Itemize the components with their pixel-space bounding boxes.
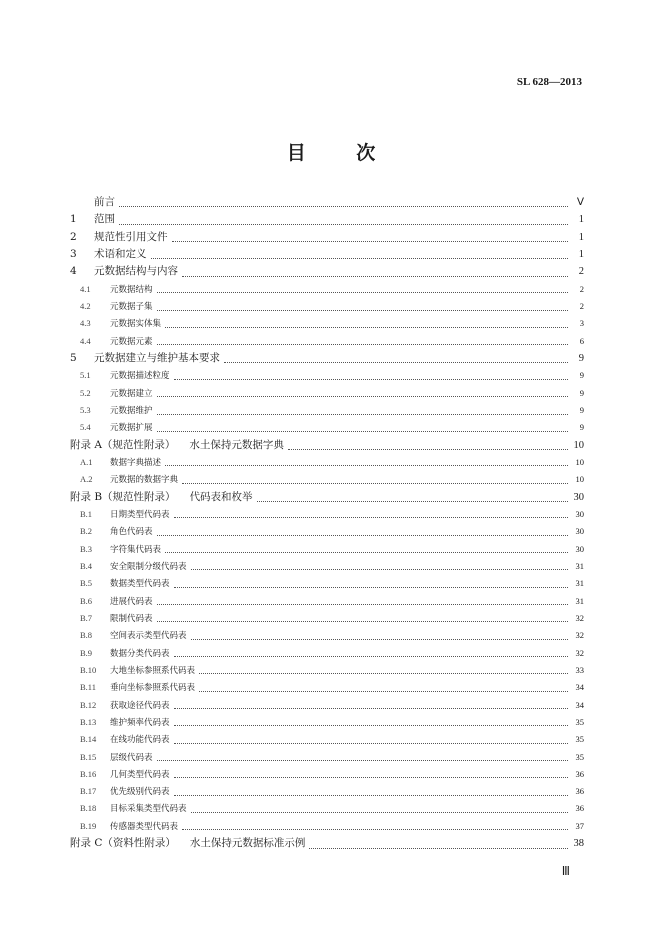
toc-entry-label: 传感器类型代码表 [110, 821, 179, 832]
toc-entry-page: 2 [578, 266, 584, 278]
toc-entry [70, 402, 584, 419]
toc-entry-number: 5.4 [80, 422, 91, 433]
toc-entry-page: 1 [578, 248, 584, 260]
toc-leader-dots [224, 354, 568, 363]
toc-entry-page: 30 [575, 526, 584, 537]
toc-entry-number: 1 [70, 213, 77, 226]
toc-leader-dots [165, 459, 568, 467]
toc-entry-label: 进展代码表 [110, 596, 153, 607]
toc-entry-number: 4 [70, 265, 77, 278]
toc-leader-dots [288, 441, 568, 450]
toc-entry-label: 优先级别代码表 [110, 787, 170, 798]
toc-entry-number: B.13 [80, 716, 97, 727]
toc-entry [70, 679, 584, 696]
toc-entry-label: 前言 [94, 196, 115, 208]
toc-entry [70, 541, 584, 558]
toc-leader-dots [157, 285, 568, 293]
toc-entry-page: 30 [575, 543, 584, 554]
toc-entry-number: 2 [70, 230, 77, 243]
toc-leader-dots [174, 771, 568, 779]
toc-entry-number: B.8 [80, 630, 93, 641]
toc-entry-page: 36 [575, 768, 584, 779]
toc-entry-number: B.1 [80, 508, 93, 519]
toc-entry [70, 350, 584, 367]
toc-entry-number: B.17 [80, 786, 97, 797]
toc-leader-dots [182, 267, 568, 276]
toc-entry-page: 30 [573, 491, 584, 503]
toc-entry [70, 783, 584, 800]
toc-entry-page: 35 [575, 751, 584, 762]
toc-entry-number: 5.3 [80, 404, 91, 415]
toc-entry-page: 36 [575, 803, 584, 814]
toc-leader-dots [257, 493, 568, 502]
table-of-contents [70, 194, 584, 852]
toc-entry-page: 35 [575, 716, 584, 727]
toc-entry-number: B.16 [80, 768, 97, 779]
toc-entry [70, 575, 584, 592]
toc-leader-dots [174, 511, 568, 519]
toc-entry-label: 元数据建立 [110, 388, 153, 399]
toc-entry-page: 9 [579, 422, 584, 433]
toc-entry-label: 规范性引用文件 [94, 230, 168, 243]
toc-leader-dots [157, 407, 568, 415]
toc-entry-page: 10 [575, 456, 584, 467]
toc-entry-number: B.7 [80, 612, 93, 623]
toc-leader-dots [182, 476, 568, 484]
toc-leader-dots [157, 424, 568, 432]
toc-entry [70, 246, 584, 263]
toc-entry-page: Ⅴ [576, 197, 584, 208]
toc-entry-label: 安全限制分级代码表 [110, 561, 187, 572]
toc-entry [70, 367, 584, 384]
toc-entry-number: B.15 [80, 751, 97, 762]
toc-entry-number: B.12 [80, 699, 97, 710]
toc-entry-number: A.2 [80, 474, 93, 485]
toc-entry [70, 298, 584, 315]
toc-entry-page: 31 [575, 560, 584, 571]
toc-leader-dots [199, 684, 568, 692]
toc-leader-dots [174, 736, 568, 744]
toc-entry-page: 34 [575, 682, 584, 693]
page-number: Ⅲ [561, 864, 570, 878]
toc-entry [70, 749, 584, 766]
toc-leader-dots [191, 805, 568, 813]
toc-entry-page: 1 [578, 231, 584, 243]
toc-entry-number: A.1 [80, 456, 93, 467]
toc-entry-page: 38 [573, 838, 584, 850]
toc-entry [70, 662, 584, 679]
toc-leader-dots [119, 198, 568, 207]
toc-entry [70, 558, 584, 575]
toc-entry-page: 10 [575, 474, 584, 485]
toc-entry-number: 4.2 [80, 300, 91, 311]
toc-entry-page: 31 [575, 595, 584, 606]
toc-entry [70, 471, 584, 488]
toc-leader-dots [151, 250, 569, 259]
toc-entry-label: 字符集代码表 [110, 544, 162, 555]
standard-code: SL 628—2013 [516, 76, 582, 88]
toc-entry-number: B.11 [80, 682, 96, 693]
toc-leader-dots [157, 528, 568, 536]
toc-leader-dots [157, 303, 568, 311]
toc-entry-page: 30 [575, 508, 584, 519]
toc-leader-dots [157, 389, 568, 397]
toc-entry [70, 385, 584, 402]
toc-entry-label: 数据分类代码表 [110, 648, 170, 659]
toc-leader-dots [174, 580, 568, 588]
toc-entry-label: 几何类型代码表 [110, 769, 170, 780]
toc-entry [70, 437, 584, 454]
toc-entry-number: B.5 [80, 578, 93, 589]
toc-entry [70, 489, 584, 506]
toc-entry-page: 3 [579, 318, 584, 329]
toc-entry [70, 697, 584, 714]
toc-entry-page: 9 [579, 404, 584, 415]
toc-entry [70, 766, 584, 783]
toc-entry-number: 4.3 [80, 318, 91, 329]
toc-entry-number: 附录 B（规范性附录） [70, 490, 176, 503]
toc-entry [70, 800, 584, 817]
toc-entry [70, 593, 584, 610]
toc-entry-number: 4.1 [80, 283, 91, 294]
toc-entry-page: 10 [573, 439, 584, 451]
toc-leader-dots [172, 233, 569, 242]
toc-entry-label: 元数据描述粒度 [110, 371, 170, 382]
toc-entry-label: 元数据扩展 [110, 423, 153, 434]
toc-entry-label: 元数据结构与内容 [94, 265, 178, 278]
toc-leader-dots [157, 615, 568, 623]
toc-entry [70, 263, 584, 280]
toc-entry-label: 获取途径代码表 [110, 700, 170, 711]
toc-entry-number: B.18 [80, 803, 97, 814]
toc-entry [70, 229, 584, 246]
toc-entry [70, 333, 584, 350]
toc-entry-label: 垂向坐标参照系代码表 [110, 683, 196, 694]
toc-entry-number: B.14 [80, 734, 97, 745]
toc-entry-page: 9 [579, 370, 584, 381]
toc-entry-label: 日期类型代码表 [110, 509, 170, 520]
toc-leader-dots [174, 701, 568, 709]
toc-entry-page: 32 [575, 647, 584, 658]
toc-leader-dots [157, 337, 568, 345]
toc-entry-label: 大地坐标参照系代码表 [110, 665, 196, 676]
toc-entry-label: 范围 [94, 213, 115, 226]
toc-entry-label: 在线功能代码表 [110, 735, 170, 746]
toc-leader-dots [174, 788, 568, 796]
toc-entry-page: 33 [575, 664, 584, 675]
toc-entry-page: 2 [579, 300, 584, 311]
toc-entry-number: 4.4 [80, 335, 91, 346]
toc-leader-dots [157, 753, 568, 761]
toc-entry-label: 目标采集类型代码表 [110, 804, 187, 815]
toc-entry-label: 空间表示类型代码表 [110, 631, 187, 642]
toc-entry [70, 523, 584, 540]
toc-entry-number: B.9 [80, 647, 93, 658]
toc-entry-label: 元数据维护 [110, 405, 153, 416]
toc-leader-dots [182, 823, 568, 831]
toc-entry-number: B.3 [80, 543, 93, 554]
toc-entry-label: 角色代码表 [110, 527, 153, 538]
toc-entry-label: 元数据实体集 [110, 319, 162, 330]
toc-entry-label: 元数据结构 [110, 284, 153, 295]
toc-entry [70, 610, 584, 627]
toc-entry-number: 5.1 [80, 370, 91, 381]
toc-entry-label: 层级代码表 [110, 752, 153, 763]
toc-entry-label: 元数据的数据字典 [110, 475, 179, 486]
toc-entry-page: 9 [578, 352, 584, 364]
toc-entry [70, 419, 584, 436]
toc-entry-page: 6 [579, 335, 584, 346]
toc-entry-page: 32 [575, 630, 584, 641]
toc-entry-label: 元数据子集 [110, 301, 153, 312]
toc-entry-label: 元数据建立与维护基本要求 [94, 351, 220, 364]
toc-leader-dots [174, 649, 568, 657]
toc-entry [70, 627, 584, 644]
page-title: 目 次 [286, 142, 398, 164]
toc-entry-number: B.19 [80, 820, 97, 831]
toc-leader-dots [165, 545, 568, 553]
toc-entry-label: 元数据元素 [110, 336, 153, 347]
toc-entry-number: B.2 [80, 526, 93, 537]
toc-entry [70, 645, 584, 662]
toc-entry-number: B.6 [80, 595, 93, 606]
toc-entry-page: 1 [578, 214, 584, 226]
toc-entry-label: 限制代码表 [110, 613, 153, 624]
toc-entry-page: 37 [575, 820, 584, 831]
toc-entry-number: 3 [70, 247, 77, 260]
toc-entry-label: 数据字典描述 [110, 457, 162, 468]
toc-leader-dots [174, 372, 568, 380]
toc-entry-label: 数据类型代码表 [110, 579, 170, 590]
toc-leader-dots [309, 839, 568, 848]
toc-entry-label: 术语和定义 [94, 247, 147, 260]
toc-entry [70, 315, 584, 332]
toc-entry [70, 818, 584, 835]
toc-leader-dots [199, 667, 568, 675]
toc-entry-number: 附录 C（资料性附录） [70, 837, 176, 850]
toc-entry-number: B.4 [80, 560, 93, 571]
toc-leader-dots [157, 597, 568, 605]
toc-entry-label: 维护频率代码表 [110, 717, 170, 728]
toc-entry-label: 代码表和枚举 [189, 490, 253, 503]
toc-entry-number: 5.2 [80, 387, 91, 398]
toc-entry-page: 35 [575, 734, 584, 745]
toc-leader-dots [191, 563, 568, 571]
toc-entry-number: 5 [70, 351, 77, 364]
toc-entry [70, 731, 584, 748]
toc-entry-number: 附录 A（规范性附录） [70, 438, 176, 451]
toc-entry-page: 32 [575, 612, 584, 623]
toc-entry-page: 31 [575, 578, 584, 589]
toc-entry [70, 211, 584, 228]
toc-entry [70, 835, 584, 852]
toc-leader-dots [174, 719, 568, 727]
toc-entry [70, 281, 584, 298]
toc-leader-dots [119, 215, 568, 224]
toc-entry-label: 水土保持元数据字典 [189, 438, 284, 451]
toc-entry-page: 9 [579, 387, 584, 398]
toc-entry-page: 34 [575, 699, 584, 710]
toc-entry [70, 194, 584, 211]
toc-entry-page: 36 [575, 786, 584, 797]
toc-leader-dots [165, 320, 568, 328]
toc-entry [70, 506, 584, 523]
toc-entry-label: 水土保持元数据标准示例 [189, 837, 306, 850]
toc-entry [70, 714, 584, 731]
toc-leader-dots [191, 632, 568, 640]
toc-entry [70, 454, 584, 471]
toc-entry-number: B.10 [80, 664, 97, 675]
toc-entry-page: 2 [579, 283, 584, 294]
